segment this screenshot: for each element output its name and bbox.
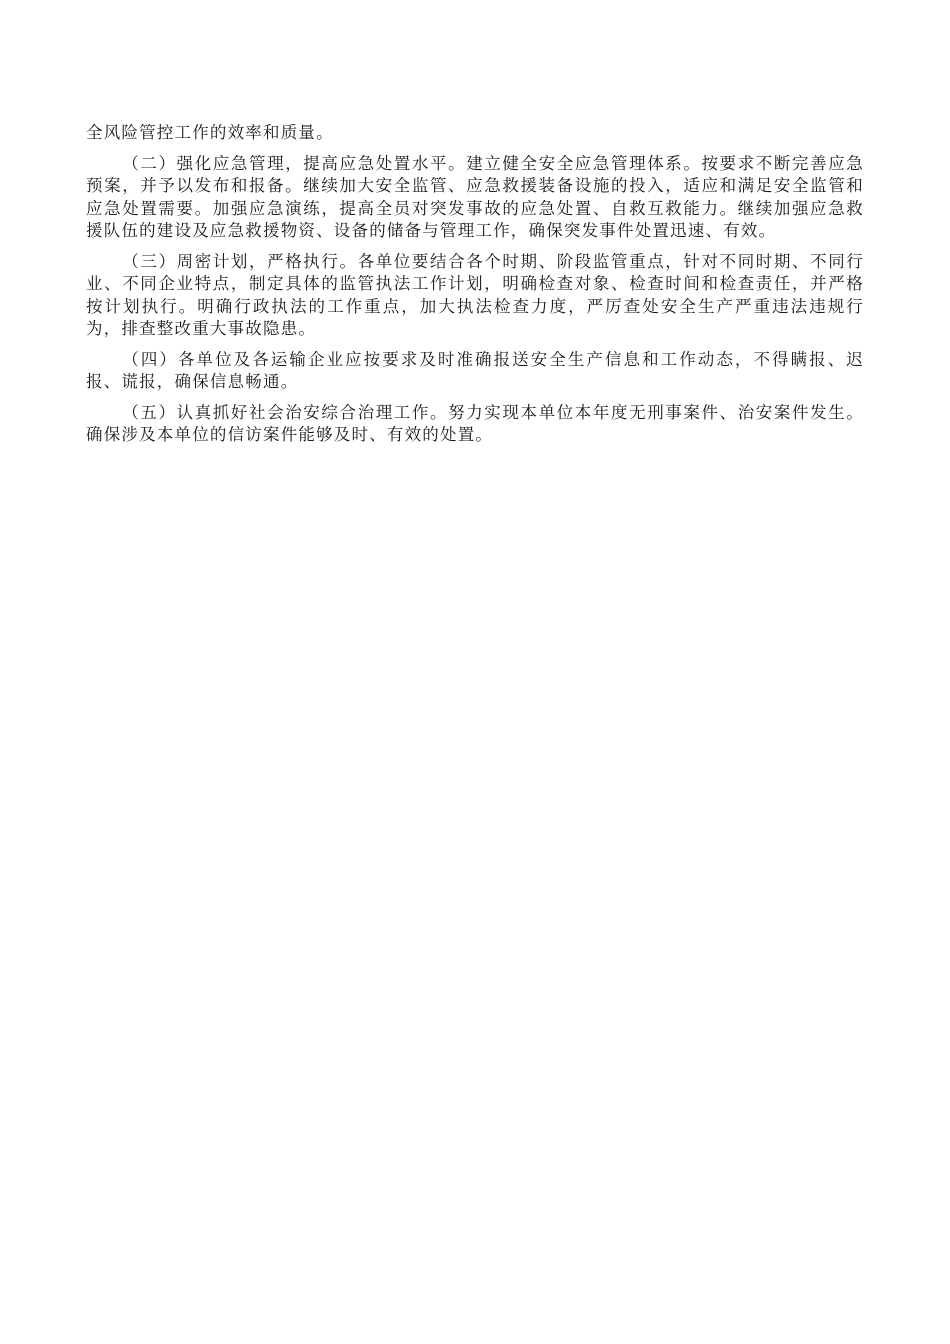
paragraph-emergency-management: （二）强化应急管理，提高应急处置水平。建立健全安全应急管理体系。按要求不断完善应急预案，并予以发布和报备。继续加大安全监管、应急救援装备设施的投入，适应和满足安全监管和应急处置需要。加强应急演练，提高全员对突发事故的应急处置、自救互救能力。继续加强应急救援队伍的建设及应急救援物资、设备的储备与管理工作，确保突发事件处置迅速、有效。: [86, 153, 864, 240]
paragraph-planning-execution: （三）周密计划，严格执行。各单位要结合各个时期、阶段监管重点，针对不同时期、不同行业、不同企业特点，制定具体的监管执法工作计划，明确检查对象、检查时间和检查责任，并严格按计划执行。明确行政执法的工作重点，加大执法检查力度，严厉查处安全生产严重违法违规行为，排查整改重大事故隐患。: [86, 251, 864, 338]
paragraph-continuation: 全风险管控工作的效率和质量。: [86, 123, 334, 142]
paragraph-public-security: （五）认真抓好社会治安综合治理工作。努力实现本单位本年度无刑事案件、治安案件发生。确保涉及本单位的信访案件能够及时、有效的处置。: [86, 402, 864, 444]
paragraph-information-reporting: （四）各单位及各运输企业应按要求及时准确报送安全生产信息和工作动态，不得瞒报、迟报、谎报，确保信息畅通。: [86, 349, 864, 391]
document-body: [86, 122, 864, 455]
